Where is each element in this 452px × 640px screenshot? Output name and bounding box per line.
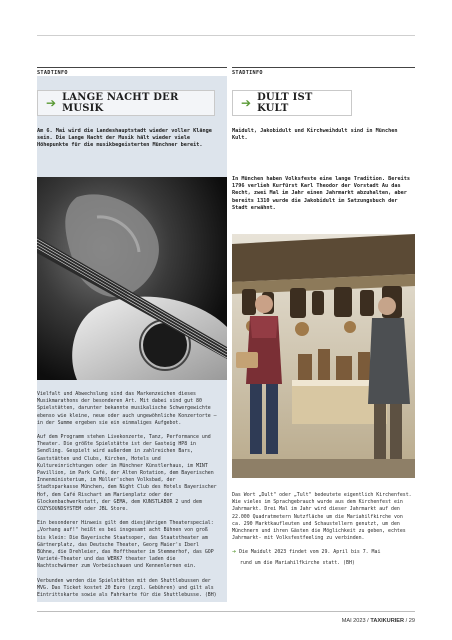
article-intro: In München haben Volksfeste eine lange Tradition. Bereits 1796 verlieh Kurfürst Karl Theodor der Vorstadt Au das Recht, zwei Mal im Jahr einen Jahrmarkt abzuhalten, aber bereits 1310 wurde die Jakobidult im Satzungsbuch der Stadt erwähnt.	[232, 176, 411, 211]
arrow-right-icon: ➔	[232, 549, 237, 556]
headline-box	[232, 90, 352, 116]
arrow-right-icon: ➔	[46, 96, 57, 110]
body-paragraph: Das Wort „Dult" oder „Tult" bedeutete eigentlich Kirchenfest. Wie vieles im Sprachgebrauch wurde aus dem Kirchenfest ein Jahrmarkt. Drei Mal im Jahr wird dieser Jahrmarkt auf den 22.000 Quadratmetern Nutzfläche um die Mariahilfkirche von ca. 290 Marktkaufleuten und Schaustellern genutzt, um den Münchnern und ihren Gästen die Möglichkeit zu geben, echtes Jahrmarkt- mit Volksfestfeeling zu verbinden.	[232, 492, 412, 542]
page-number: / 29	[405, 618, 415, 624]
body-paragraph: Ein besonderer Hinweis gilt dem diesjährigen Theaterspecial: „Vorhang auf!" heißt es bei insgesamt acht Bühnen von groß bis klein: Die Bayerische Staatsoper, das Staatstheater am Gärtnerplatz, das Deutsche Theater, Georg Maier's Iberl Bühne, die Drehleier, das Hofftheater im Stemmerhof, das GOP Varieté-Theater und das WERK7 theater laden die Nachtschwärmer zum Vorbeischauen und Kennenlernen ein.	[37, 520, 214, 570]
body-paragraph: Verbunden werden die Spielstätten mit den Shuttlebussen der MVG. Das Ticket kostet 20 Euro (zzgl. Gebühren) und gilt als Eintrittskarte sowie als Fahrkarte für die Shuttlebusse. (BH)	[37, 577, 217, 599]
guitar-photo	[37, 177, 227, 380]
headline-box	[37, 90, 215, 116]
event-hint	[232, 549, 414, 566]
article-headline: LANGE NACHT DER MUSIK	[62, 92, 179, 114]
rubric-label: STADTINFO	[37, 67, 227, 76]
body-paragraph: Vielfalt und Abwechslung sind das Markenzeichen dieses Musikmarathons der besonderen Art. Mit dabei sind gut 80 Spielstätten, darunter bekannte musikalische Schwergewichte ebenso wie kleine, neue oder auch ungewöhnliche Konzertorte – in der Summe ergeben sie ein einmaliges Aufgebot.	[37, 391, 217, 426]
footer-divider	[37, 611, 415, 612]
arrow-right-icon: ➔	[241, 96, 252, 110]
article-lange-nacht	[37, 70, 227, 602]
issue-label: MAI 2023 /	[341, 618, 369, 624]
rubric-label: STADTINFO	[232, 67, 415, 76]
article-dult	[232, 70, 415, 602]
article-body	[232, 492, 414, 574]
article-lead: Maidult, Jakobidult und Kirchweihdult sind in München Kult.	[232, 128, 398, 142]
body-paragraph: Auf dem Programm stehen Livekonzerte, Tanz, Performance und Theater. Die größte Spielstätte ist der Gasteig HP8 in Sendling. Gespielt wird außerdem in zahlreichen Bars, Gaststätten und Clubs, Kirchen, Hotels und Kultureinrichtungen oder im Münchner Künstlerhaus, im MINT Pavillion, im Park Café, der Alten Rotation, dem Bayerischen Innenministerium, im Müller'schen Volksbad, der Stadtsparkasse München, dem Night Club des Hotels Bayerischer Hof, dem Café Rischart am Marienplatz oder der Glockenbachwerkstatt, der GEMA, dem KUNSTLABOR 2 und dem COZYSOUNDSYSTEM oder JBL Store.	[37, 434, 217, 513]
event-hint-tail: rund um die Mariahilfkirche statt. (BH)	[240, 559, 355, 566]
article-lead: Am 6. Mai wird die Landeshauptstadt wieder voller Klänge sein. Die Lange Nacht der Musik hält wieder viele Höhepunkte für die musikbegeisterten Münchner bereit.	[37, 128, 212, 149]
event-hint-text: Die Maidult 2023 findet vom 29. April bis 7. Mai	[239, 549, 381, 556]
market-photo	[232, 234, 415, 478]
article-body	[37, 391, 219, 606]
top-divider	[37, 35, 415, 36]
page-footer	[342, 618, 415, 624]
article-headline: DULT IST KULT	[257, 92, 313, 114]
magazine-name: TAXIKURIER	[370, 618, 405, 624]
